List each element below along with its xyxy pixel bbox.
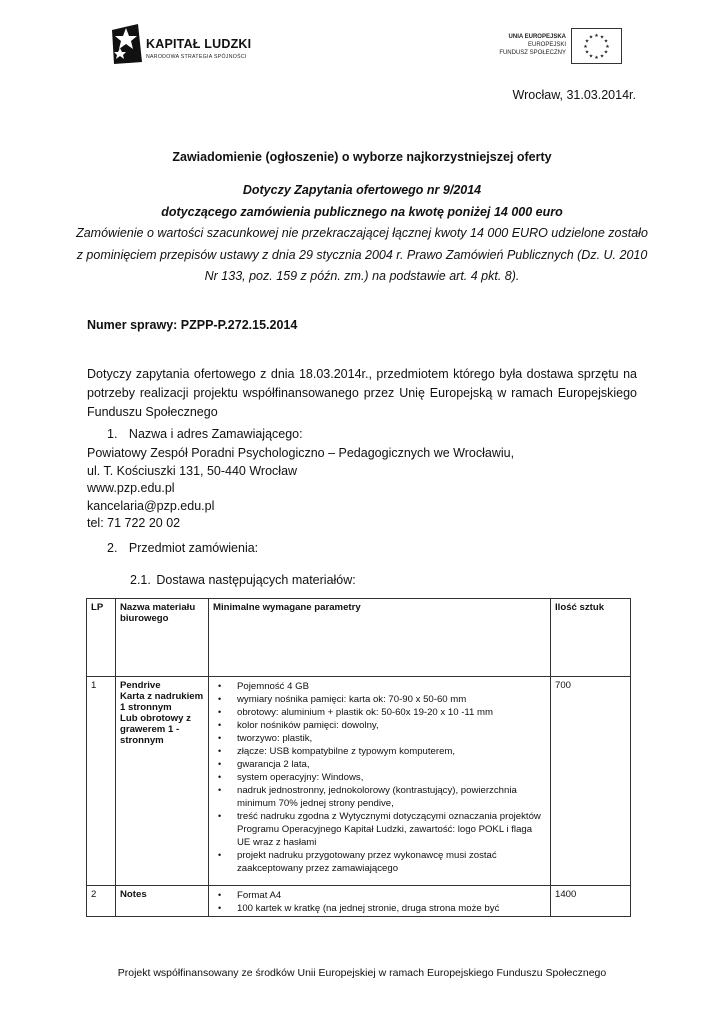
param-item: • 100 kartek w kratkę (na jednej stronie, druga strona może być	[237, 902, 546, 913]
inquiry-number: Dotyczy Zapytania ofertowego nr 9/2014	[242, 183, 482, 197]
inquiry-reference	[60, 180, 664, 288]
param-item: • nadruk jednostronny, jednokolorowy (kontrastujący), powierzchnia minimum 70% jednej strony pendive,	[237, 784, 546, 810]
section-1-heading	[107, 427, 303, 441]
params-list	[213, 889, 546, 913]
header-name-line: Nazwa materiału	[120, 602, 196, 613]
section-2-1-label: Dostawa następujących materiałów:	[156, 573, 356, 587]
row-params	[209, 677, 551, 886]
params-list	[213, 680, 546, 875]
section-2-1-number: 2.1.	[130, 573, 151, 587]
row-name-line: 1 stronnym	[120, 702, 172, 713]
document-date: Wrocław, 31.03.2014r.	[512, 88, 636, 102]
eu-flag-icon	[571, 28, 622, 64]
authority-name: Powiatowy Zespół Poradni Psychologiczno – Pedagogicznych we Wrocławiu,	[87, 446, 515, 460]
row-name-line: Pendrive	[120, 680, 161, 691]
row-lp: 2	[87, 886, 116, 917]
row-qty: 700	[551, 677, 631, 886]
section-2-heading	[107, 541, 258, 555]
eu-logo-text	[499, 33, 566, 57]
param-item: • projekt nadruku przygotowany przez wykonawcę musi zostać zaakceptowany przez zamawiającego	[237, 849, 546, 875]
svg-text:★: ★	[599, 53, 605, 60]
table-header-row	[87, 599, 631, 677]
row-lp: 1	[87, 677, 116, 886]
intro-line: Dotyczy zapytania ofertowego z dnia 18.03.2014r., przedmiotem którego była dostawa sprzętu na	[87, 367, 637, 381]
header-qty: Ilość sztuk	[551, 599, 631, 677]
intro-line: Funduszu Społecznego	[87, 405, 218, 419]
document-title: Zawiadomienie (ogłoszenie) o wyborze najkorzystniejszej oferty	[172, 150, 552, 164]
param-item: • system operacyjny: Windows,	[237, 771, 546, 784]
svg-text:★: ★	[603, 38, 609, 45]
svg-text:★: ★	[603, 49, 609, 56]
row-name-line: Karta z nadrukiem	[120, 691, 204, 702]
section-2-number: 2.	[107, 541, 118, 555]
header-lp: LP	[87, 599, 116, 677]
svg-text:★: ★	[599, 34, 605, 41]
legal-basis-line1: Zamówienie o wartości szacunkowej nie przekraczającej łącznej kwoty 14 000 EURO udzielone zostało	[76, 226, 648, 240]
kapital-ludzki-logo-icon	[108, 22, 144, 66]
eu-name: UNIA EUROPEJSKA	[508, 34, 566, 40]
row-params	[209, 886, 551, 917]
table-row	[87, 677, 631, 886]
eu-fund-line1: EUROPEJSKI	[527, 42, 566, 48]
authority-website: www.pzp.edu.pl	[87, 481, 175, 495]
svg-text:★: ★	[594, 33, 599, 39]
row-name-line: Lub obrotowy z	[120, 713, 191, 724]
case-number: Numer sprawy: PZPP-P.272.15.2014	[87, 318, 298, 332]
svg-text:★: ★	[605, 44, 610, 50]
header-name-line: biurowego	[120, 613, 169, 624]
row-name-line: stronnym	[120, 735, 164, 746]
param-item: • obrotowy: aluminium + plastik ok: 50-60x 19-20 x 10 -11 mm	[237, 706, 546, 719]
header-name	[116, 599, 209, 677]
param-item: • tworzywo: plastik,	[237, 732, 546, 745]
param-item: • złącze: USB kompatybilne z typowym komputerem,	[237, 745, 546, 758]
param-item: • wymiary nośnika pamięci: karta ok: 70-90 x 50-60 mm	[237, 693, 546, 706]
param-item: • Format A4	[237, 889, 546, 902]
materials-table	[86, 598, 631, 917]
legal-basis-line2: z pominięciem przepisów ustawy z dnia 29 stycznia 2004 r. Prawo Zamówień Publicznych (Dz. U. 2010	[76, 247, 648, 262]
authority-email: kancelaria@pzp.edu.pl	[87, 498, 215, 513]
param-item: • gwarancja 2 lata,	[237, 758, 546, 771]
section-1-label: Nazwa i adres Zamawiającego:	[128, 427, 303, 441]
authority-address: ul. T. Kościuszki 131, 50-440 Wrocław	[87, 463, 298, 478]
row-name-line: grawerem 1 -	[120, 724, 180, 735]
header-params: Minimalne wymagane parametry	[209, 599, 551, 677]
svg-text:★: ★	[588, 34, 594, 41]
kapital-ludzki-title: KAPITAŁ LUDZKI	[146, 37, 252, 51]
param-item: • Pojemność 4 GB	[237, 680, 546, 693]
row-name	[116, 886, 209, 917]
row-name	[116, 677, 209, 886]
intro-line: potrzeby realizacji projektu współfinansowanego przez Unię Europejską w ramach Europejskiego	[87, 386, 637, 400]
intro-paragraph	[87, 365, 637, 422]
row-name-line: Notes	[120, 889, 147, 900]
svg-text:★: ★	[584, 38, 590, 45]
svg-text:★: ★	[588, 53, 594, 60]
section-2-1-heading	[130, 573, 356, 587]
table-row	[87, 886, 631, 917]
svg-text:★: ★	[584, 49, 590, 56]
legal-basis-line3: Nr 133, poz. 159 z późn. zm.) na podstawie art. 4 pkt. 8).	[204, 269, 520, 283]
row-qty: 1400	[551, 886, 631, 917]
section-1-number: 1.	[107, 427, 118, 441]
contracting-authority	[87, 445, 514, 533]
param-item: • kolor nośników pamięci: dowolny,	[237, 719, 546, 732]
authority-phone: tel: 71 722 20 02	[87, 516, 181, 530]
svg-text:★: ★	[594, 55, 599, 61]
kapital-ludzki-subtitle: NARODOWA STRATEGIA SPÓJNOŚCI	[146, 54, 247, 60]
svg-text:★: ★	[583, 44, 588, 50]
eu-fund-line2: FUNDUSZ SPOŁECZNY	[499, 50, 566, 56]
page-footer: Projekt współfinansowany ze środków Unii Europejskiej w ramach Europejskiego Funduszu Społecznego	[117, 967, 607, 979]
section-2-label: Przedmiot zamówienia:	[128, 541, 259, 555]
inquiry-scope: dotyczącego zamówienia publicznego na kwotę poniżej 14 000 euro	[161, 204, 563, 219]
param-item: • treść nadruku zgodna z Wytycznymi dotyczącymi oznaczania projektów Programu Operacyjnego Kapitał Ludzki, zawartość: logo POKL i flaga UE wraz z hasłami	[237, 810, 546, 849]
